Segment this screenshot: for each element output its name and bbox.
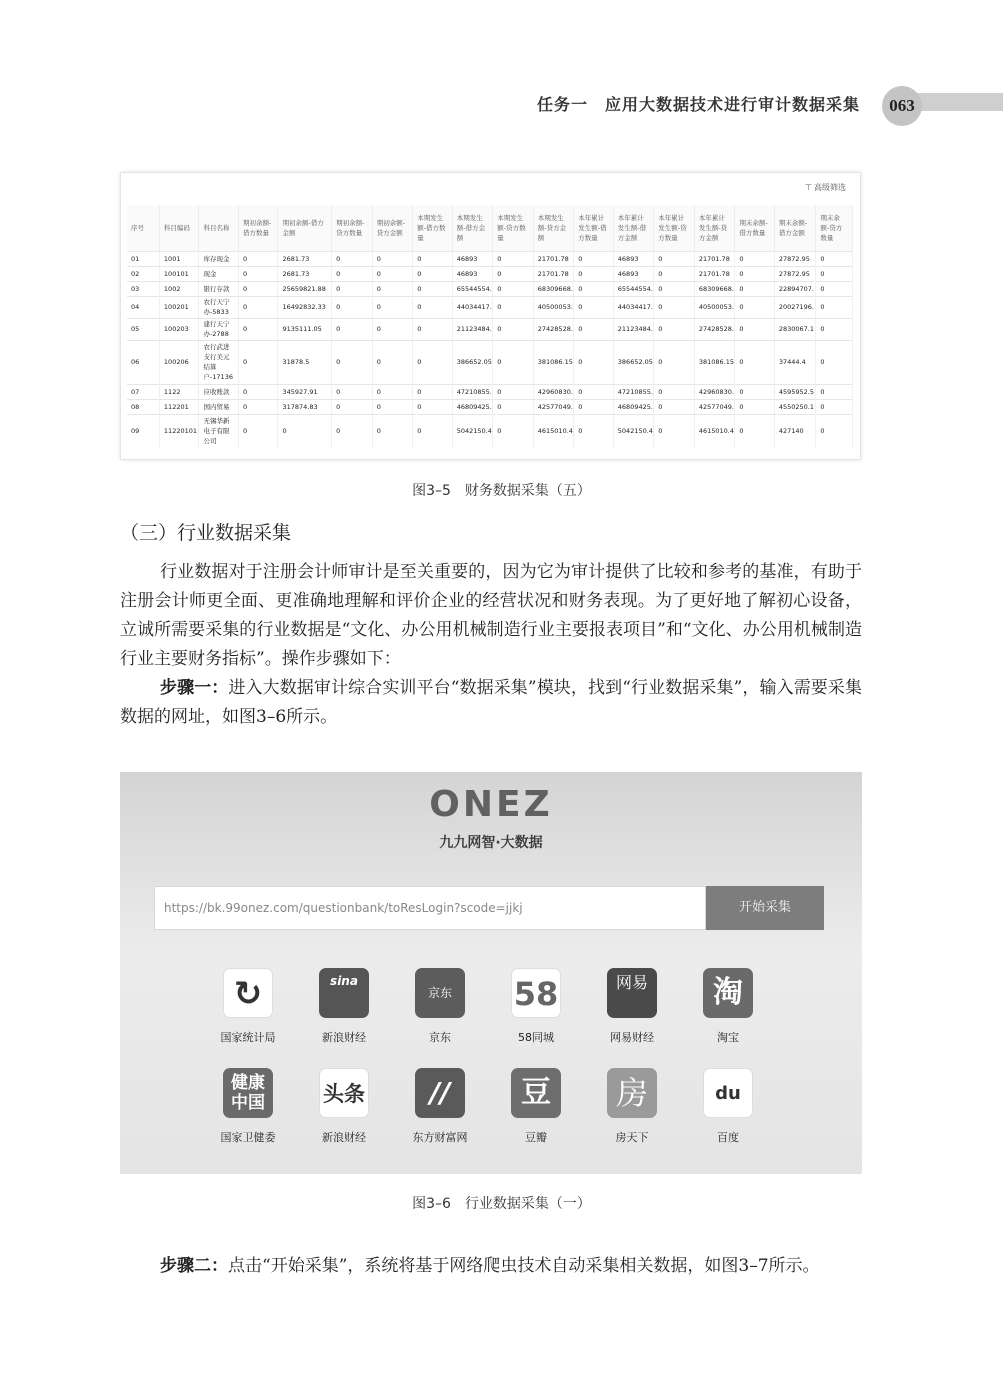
table-cell: 0	[372, 296, 413, 318]
table-cell: 100203	[159, 318, 199, 340]
table-cell: 0	[816, 281, 853, 296]
table-cell: 1001	[159, 251, 199, 266]
table-cell: 0	[574, 414, 614, 448]
column-header: 期末余额-借方数量	[735, 205, 775, 251]
eastmoney-icon: //	[415, 1068, 465, 1118]
table-cell: 0	[493, 318, 534, 340]
site-tile[interactable]	[491, 1068, 581, 1145]
table-cell: 47210855.	[452, 384, 493, 399]
table-cell: 0	[413, 399, 453, 414]
table-cell: 0	[238, 399, 278, 414]
advanced-filter-label: 高级筛选	[814, 183, 846, 192]
table-cell: 0	[493, 340, 534, 384]
table-cell: 0	[735, 251, 775, 266]
site-label: 豆瓣	[525, 1131, 547, 1144]
table-cell: 2681.73	[278, 251, 332, 266]
column-header: 序号	[127, 205, 159, 251]
table-cell: 应收账款	[199, 384, 239, 399]
taobao-icon: 淘	[703, 968, 753, 1018]
table-cell: 0	[493, 251, 534, 266]
table-cell: 0	[332, 266, 373, 281]
table-cell: 0	[372, 266, 413, 281]
table-cell: 04	[127, 296, 159, 318]
table-cell: 0	[332, 251, 373, 266]
financial-data-table	[127, 205, 853, 448]
table-row	[127, 384, 853, 399]
table-cell: 381086.15	[533, 340, 574, 384]
table-cell: 0	[413, 384, 453, 399]
figure-caption: 图3–6 行业数据采集（一）	[412, 1196, 591, 1212]
table-cell: 0	[413, 266, 453, 281]
figure-industry-collection	[120, 772, 862, 1174]
table-row	[127, 266, 853, 281]
table-cell: 0	[413, 340, 453, 384]
table-cell: 386652.05	[452, 340, 493, 384]
table-cell: 08	[127, 399, 159, 414]
column-header: 本年累计发生额-借方金额	[613, 205, 654, 251]
table-cell: 0	[493, 266, 534, 281]
column-header: 期末余额-借方金额	[774, 205, 816, 251]
step-label: 步骤一：	[160, 678, 229, 698]
site-label: 房天下	[615, 1131, 649, 1144]
onez-logo: ONEZ	[429, 784, 553, 825]
site-tile[interactable]	[587, 968, 677, 1045]
table-cell: 4615010.4	[533, 414, 574, 448]
table-cell: 4595952.5	[774, 384, 816, 399]
table-cell: 31878.5	[278, 340, 332, 384]
table-row	[127, 318, 853, 340]
table-cell: 库存现金	[199, 251, 239, 266]
table-cell: 0	[372, 281, 413, 296]
table-cell: 4615010.4	[694, 414, 735, 448]
figure-caption: 图3–5 财务数据采集（五）	[412, 483, 591, 499]
douban-icon: 豆	[511, 1068, 561, 1118]
table-cell: 0	[816, 296, 853, 318]
table-cell: 银行存款	[199, 281, 239, 296]
column-header: 期初余额-借方金额	[278, 205, 332, 251]
table-cell: 0	[278, 414, 332, 448]
table-cell: 317874.83	[278, 399, 332, 414]
table-cell: 0	[816, 266, 853, 281]
table-cell: 0	[238, 296, 278, 318]
table-cell: 0	[493, 384, 534, 399]
table-cell: 0	[372, 399, 413, 414]
table-cell: 68309668.	[694, 281, 735, 296]
table-row	[127, 296, 853, 318]
table-cell: 0	[332, 318, 373, 340]
table-cell: 0	[735, 399, 775, 414]
table-cell: 0	[654, 340, 695, 384]
column-header: 本年累计发生额-贷方金额	[694, 205, 735, 251]
table-cell: 0	[735, 384, 775, 399]
site-tile[interactable]	[299, 1068, 389, 1145]
table-cell: 09	[127, 414, 159, 448]
table-cell: 0	[816, 399, 853, 414]
table-row	[127, 281, 853, 296]
table-cell: 0	[238, 384, 278, 399]
table-cell: 46809425.	[452, 399, 493, 414]
site-label: 京东	[429, 1031, 451, 1044]
jd-icon: 京东	[415, 968, 465, 1018]
running-header	[0, 86, 1003, 120]
table-cell: 0	[574, 340, 614, 384]
column-header: 期初余额-贷方数量	[332, 205, 373, 251]
column-header: 本期发生额-贷方金额	[533, 205, 574, 251]
table-cell: 0	[574, 281, 614, 296]
table-cell: 2830067.1	[774, 318, 816, 340]
table-cell: 0	[654, 281, 695, 296]
table-cell: 0	[735, 340, 775, 384]
table-cell: 06	[127, 340, 159, 384]
baidu-icon: du	[703, 1068, 753, 1118]
table-cell: 0	[413, 296, 453, 318]
table-cell: 0	[332, 399, 373, 414]
site-label: 新浪财经	[322, 1031, 366, 1044]
table-cell: 21701.78	[533, 266, 574, 281]
table-cell: 0	[238, 340, 278, 384]
column-header: 期初余额-借方数量	[238, 205, 278, 251]
table-cell: 0	[332, 384, 373, 399]
filter-icon: ⊤	[805, 183, 812, 192]
table-cell: 0	[372, 251, 413, 266]
table-cell: 0	[735, 296, 775, 318]
table-cell: 44034417.	[452, 296, 493, 318]
table-cell: 0	[654, 399, 695, 414]
table-cell: 0	[493, 399, 534, 414]
table-cell: 0	[413, 414, 453, 448]
site-tile[interactable]	[683, 968, 773, 1045]
table-cell: 37444.4	[774, 340, 816, 384]
section-heading: （三）行业数据采集	[120, 522, 292, 544]
table-cell: 386652.05	[613, 340, 654, 384]
table-cell: 国内贸易	[199, 399, 239, 414]
table-cell: 0	[372, 340, 413, 384]
table-cell: 农行天宁办-5833	[199, 296, 239, 318]
table-cell: 0	[574, 318, 614, 340]
58-icon: 58	[511, 968, 561, 1018]
sina-finance-icon: sina	[319, 968, 369, 1018]
site-tile[interactable]	[203, 968, 293, 1045]
table-cell: 0	[372, 318, 413, 340]
table-cell: 0	[332, 414, 373, 448]
table-cell: 0	[574, 251, 614, 266]
table-cell: 42960830.	[533, 384, 574, 399]
table-cell: 21701.78	[694, 251, 735, 266]
column-header: 科目名称	[199, 205, 239, 251]
column-header: 本期发生额-借方数量	[413, 205, 453, 251]
table-cell: 0	[574, 399, 614, 414]
table-cell: 0	[654, 414, 695, 448]
table-cell: 100101	[159, 266, 199, 281]
site-tile[interactable]	[491, 968, 581, 1045]
step-label: 步骤二：	[160, 1256, 228, 1276]
column-header: 本期发生额-借方金额	[452, 205, 493, 251]
column-header: 期末余额-贷方数量	[816, 205, 853, 251]
table-cell: 27872.95	[774, 251, 816, 266]
table-cell: 0	[238, 281, 278, 296]
table-row	[127, 251, 853, 266]
table-row	[127, 340, 853, 384]
table-cell: 40500053.	[533, 296, 574, 318]
site-label: 新浪财经	[322, 1131, 366, 1144]
table-cell: 65544554.	[613, 281, 654, 296]
table-cell: 建行天宁办-2788	[199, 318, 239, 340]
table-cell: 25659821.88	[278, 281, 332, 296]
table-cell: 1002	[159, 281, 199, 296]
column-header: 科目编码	[159, 205, 199, 251]
table-cell: 21701.78	[694, 266, 735, 281]
table-cell: 345927.91	[278, 384, 332, 399]
site-label: 东方财富网	[412, 1131, 468, 1144]
table-cell: 27428528.	[694, 318, 735, 340]
netease-finance-icon: 网易	[607, 968, 657, 1018]
site-label: 国家卫健委	[220, 1131, 276, 1144]
site-tile[interactable]	[203, 1068, 293, 1145]
table-cell: 42577049.	[533, 399, 574, 414]
fang-icon: 房	[607, 1068, 657, 1118]
table-cell: 0	[372, 384, 413, 399]
table-cell: 46893	[613, 266, 654, 281]
table-cell: 07	[127, 384, 159, 399]
table-cell: 01	[127, 251, 159, 266]
table-cell: 02	[127, 266, 159, 281]
table-cell: 21701.78	[533, 251, 574, 266]
table-header-row	[127, 205, 853, 251]
table-cell: 27428528.	[533, 318, 574, 340]
step-text: 进入大数据审计综合实训平台“数据采集”模块，找到“行业数据采集”，输入需要采集数据的网址，如图3–6所示。	[120, 678, 862, 727]
table-cell: 4550250.1	[774, 399, 816, 414]
table-cell: 0	[735, 414, 775, 448]
table-cell: 11220101	[159, 414, 199, 448]
column-header: 本年累计发生额-贷方数量	[654, 205, 695, 251]
table-cell: 21123484.	[452, 318, 493, 340]
table-cell: 0	[654, 296, 695, 318]
table-cell: 42577049.	[694, 399, 735, 414]
logo-subtitle: 九九网智·大数据	[439, 835, 543, 851]
site-tile[interactable]	[395, 968, 485, 1045]
site-tile[interactable]	[587, 1068, 677, 1145]
table-cell: 无锡华新电子有限公司	[199, 414, 239, 448]
table-body	[127, 251, 853, 448]
site-label: 58同城	[518, 1031, 554, 1044]
table-cell: 05	[127, 318, 159, 340]
table-cell: 0	[413, 281, 453, 296]
step-one-paragraph	[120, 674, 862, 732]
table-cell: 68309668.	[533, 281, 574, 296]
table-cell: 0	[816, 251, 853, 266]
url-input[interactable]: https://bk.99onez.com/questionbank/toResLogin?scode=jjkj	[154, 886, 706, 930]
table-cell: 9135111.05	[278, 318, 332, 340]
step-two-paragraph	[120, 1252, 862, 1281]
table-cell: 0	[493, 296, 534, 318]
page-number: 063	[882, 86, 922, 126]
column-header: 本年累计发生额-借方数量	[574, 205, 614, 251]
table-row	[127, 414, 853, 448]
table-cell: 21123484.	[613, 318, 654, 340]
table-cell: 03	[127, 281, 159, 296]
table-cell: 0	[493, 414, 534, 448]
table-cell: 5042150.4	[452, 414, 493, 448]
column-header: 期初余额-贷方金额	[372, 205, 413, 251]
table-cell: 0	[332, 340, 373, 384]
table-cell: 现金	[199, 266, 239, 281]
start-collection-button[interactable]: 开始采集	[706, 886, 824, 930]
table-cell: 22894707.	[774, 281, 816, 296]
site-label: 网易财经	[610, 1031, 654, 1044]
table-cell: 46809425.	[613, 399, 654, 414]
advanced-filter[interactable]	[805, 182, 846, 193]
site-label: 百度	[717, 1131, 739, 1144]
nhc-icon: 健康中国	[223, 1068, 273, 1118]
table-cell: 16492832.33	[278, 296, 332, 318]
toutiao-icon: 头条	[319, 1068, 369, 1118]
site-tile[interactable]	[395, 1068, 485, 1145]
table-cell: 0	[574, 266, 614, 281]
nbs-icon: ↻	[223, 968, 273, 1018]
table-cell: 0	[238, 251, 278, 266]
table-cell: 381086.15	[694, 340, 735, 384]
table-cell: 20027196.	[774, 296, 816, 318]
table-cell: 46893	[452, 266, 493, 281]
table-cell: 0	[654, 318, 695, 340]
table-cell: 427140	[774, 414, 816, 448]
table-cell: 40500053.	[694, 296, 735, 318]
table-cell: 0	[816, 318, 853, 340]
table-cell: 0	[493, 281, 534, 296]
table-cell: 0	[654, 251, 695, 266]
table-cell: 0	[735, 318, 775, 340]
table-cell: 农行武进支行美元结算户-17136	[199, 340, 239, 384]
table-cell: 0	[735, 266, 775, 281]
table-cell: 5042150.4	[613, 414, 654, 448]
table-cell: 0	[574, 384, 614, 399]
paragraph: 行业数据对于注册会计师审计是至关重要的，因为它为审计提供了比较和参考的基准，有助于注册会计师更全面、更准确地理解和评价企业的经营状况和财务表现。为了更好地了解初心设备，立诚所需要采集的行业数据是“文化、办公用机械制造行业主要报表项目”和“文化、办公用机械制造行业主要财务指标”。操作步骤如下：	[120, 562, 862, 669]
figure-financial-table	[120, 172, 861, 460]
table-row	[127, 399, 853, 414]
table-cell: 0	[413, 251, 453, 266]
table-cell: 0	[238, 318, 278, 340]
site-label: 国家统计局	[220, 1031, 276, 1044]
table-cell: 46893	[613, 251, 654, 266]
table-cell: 2681.73	[278, 266, 332, 281]
table-cell: 0	[654, 266, 695, 281]
table-cell: 0	[332, 281, 373, 296]
site-tile[interactable]	[683, 1068, 773, 1145]
table-cell: 0	[735, 281, 775, 296]
table-cell: 42960830.	[694, 384, 735, 399]
table-cell: 0	[816, 384, 853, 399]
site-label: 淘宝	[717, 1031, 739, 1044]
site-tile[interactable]	[299, 968, 389, 1045]
column-header: 本期发生额-贷方数量	[493, 205, 534, 251]
table-cell: 112201	[159, 399, 199, 414]
table-cell: 0	[574, 296, 614, 318]
table-cell: 27872.95	[774, 266, 816, 281]
table-cell: 47210855.	[613, 384, 654, 399]
table-cell: 46893	[452, 251, 493, 266]
table-cell: 65544554.	[452, 281, 493, 296]
table-cell: 100201	[159, 296, 199, 318]
chapter-title: 任务一 应用大数据技术进行审计数据采集	[536, 95, 860, 114]
table-cell: 100206	[159, 340, 199, 384]
table-cell: 0	[816, 414, 853, 448]
table-cell: 1122	[159, 384, 199, 399]
table-cell: 0	[413, 318, 453, 340]
table-cell: 0	[816, 340, 853, 384]
table-cell: 0	[372, 414, 413, 448]
table-cell: 0	[238, 266, 278, 281]
table-cell: 0	[238, 414, 278, 448]
table-cell: 44034417.	[613, 296, 654, 318]
table-cell: 0	[332, 296, 373, 318]
step-text: 点击“开始采集”，系统将基于网络爬虫技术自动采集相关数据，如图3–7所示。	[228, 1256, 820, 1276]
table-cell: 0	[654, 384, 695, 399]
